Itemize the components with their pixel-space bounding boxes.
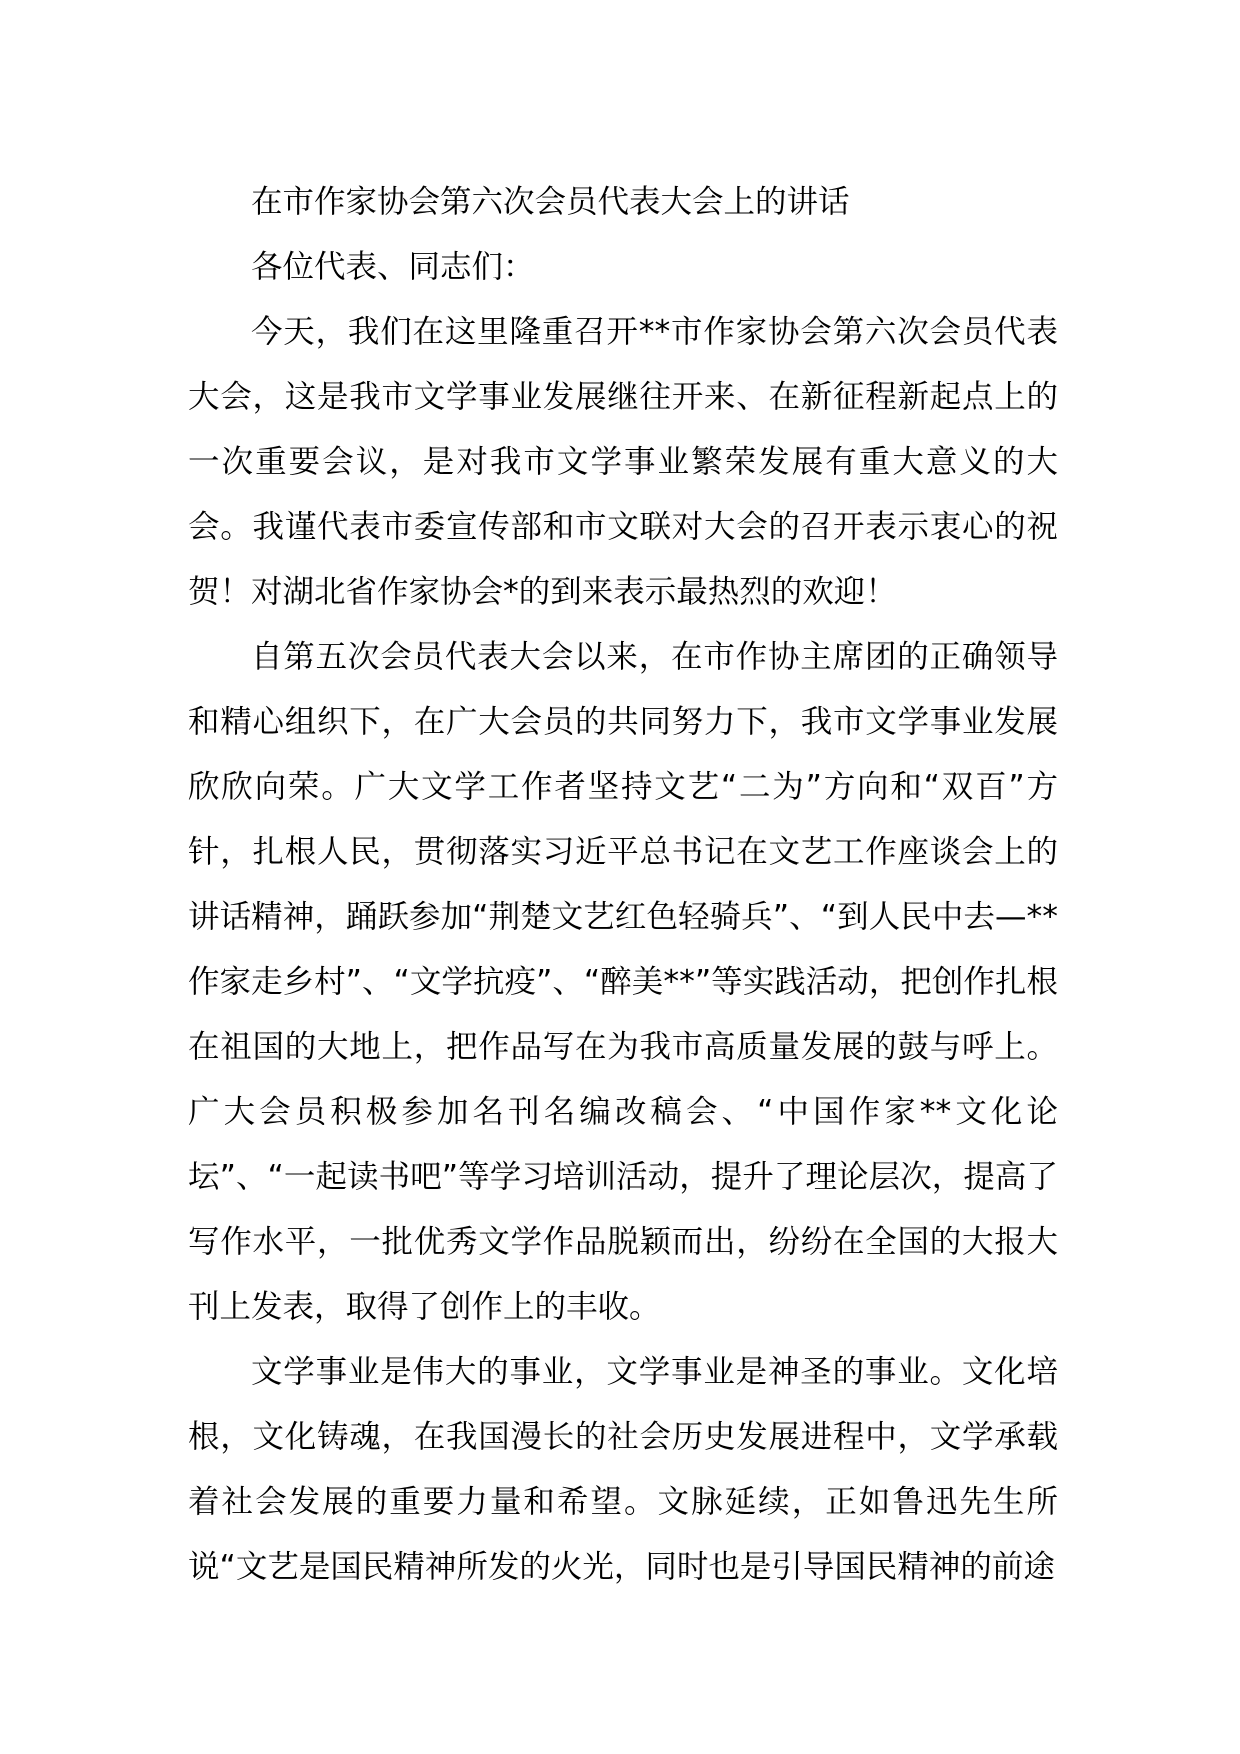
document-body <box>188 170 1058 1600</box>
document-title: 在市作家协会第六次会员代表大会上的讲话 <box>251 184 850 220</box>
salutation: 各位代表、同志们： <box>251 249 535 285</box>
paragraph: 今天，我们在这里隆重召开**市作家协会第六次会员代表大会，这是我市文学事业发展继往开来、在新征程新起点上的一次重要会议，是对我市文学事业繁荣发展有重大意义的大会。我谨代表市委宣传部和市文联对大会的召开表示衷心的祝贺！对湖北省作家协会*的到来表示最热烈的欢迎！ <box>188 314 1058 610</box>
paragraph: 自第五次会员代表大会以来，在市作协主席团的正确领导和精心组织下，在广大会员的共同努力下，我市文学事业发展欣欣向荣。广大文学工作者坚持文艺“二为”方向和“双百”方针，扎根人民，贯彻落实习近平总书记在文艺工作座谈会上的讲话精神，踊跃参加“荆楚文艺红色轻骑兵”、“到人民中去—**作家走乡村”、“文学抗疫”、“醉美**”等实践活动，把创作扎根在祖国的大地上，把作品写在为我市高质量发展的鼓与呼上。广大会员积极参加名刊名编改稿会、“中国作家**文化论坛”、“一起读书吧”等学习培训活动，提升了理论层次，提高了写作水平，一批优秀文学作品脱颖而出，纷纷在全国的大报大刊上发表，取得了创作上的丰收。 <box>188 639 1058 1325</box>
paragraph: 文学事业是伟大的事业，文学事业是神圣的事业。文化培根，文化铸魂，在我国漫长的社会历史发展进程中，文学承载着社会发展的重要力量和希望。文脉延续，正如鲁迅先生所说“文艺是国民精神所发的火光，同时也是引导国民精神的前途 <box>188 1354 1058 1585</box>
